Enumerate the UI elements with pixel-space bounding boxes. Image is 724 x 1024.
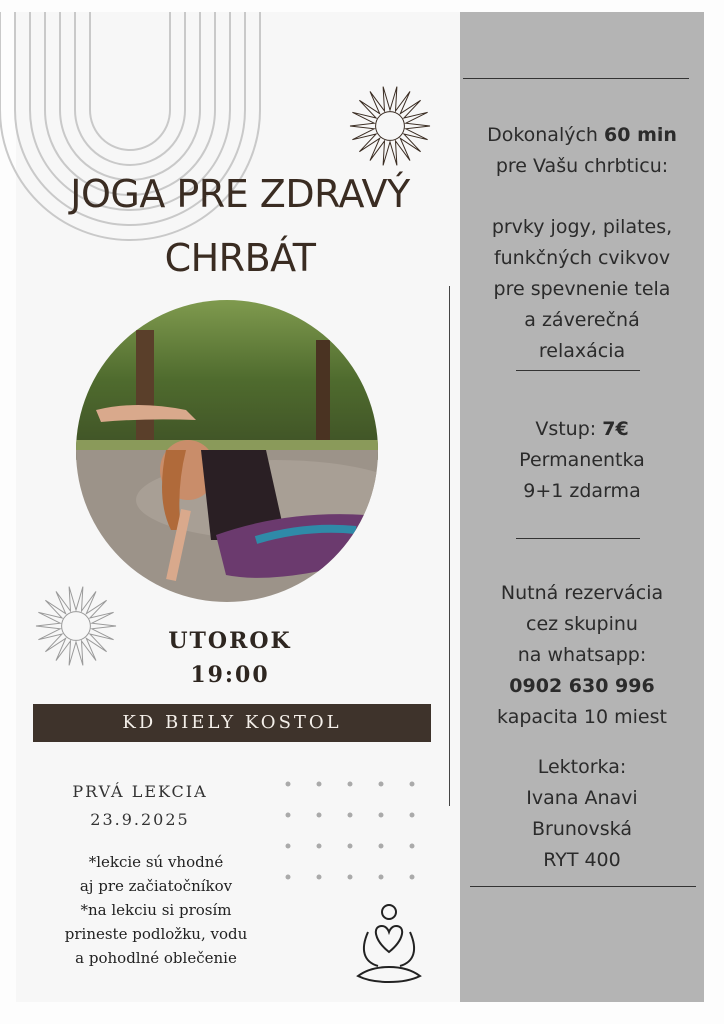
panel-rule bbox=[516, 538, 640, 539]
dot-grid-decoration bbox=[284, 780, 424, 880]
note-line: a pohodlné oblečenie bbox=[75, 949, 237, 967]
intro-prefix: Dokonalých bbox=[487, 124, 605, 146]
intro-line-1 bbox=[462, 120, 702, 151]
sunburst-icon bbox=[34, 584, 118, 668]
reservation-block bbox=[462, 578, 702, 733]
first-lesson-label: PRVÁ LEKCIA bbox=[72, 782, 208, 801]
duration-highlight: 60 min bbox=[604, 124, 677, 146]
intro-line-2: pre Vašu chrbticu: bbox=[495, 155, 669, 177]
note-line: prineste podložku, vodu bbox=[64, 925, 248, 943]
lecturer-line: RYT 400 bbox=[543, 849, 621, 871]
sunburst-icon bbox=[348, 84, 432, 168]
panel-rule bbox=[516, 370, 640, 371]
title-line-2: CHRBÁT bbox=[164, 236, 316, 280]
entry-price: 7€ bbox=[602, 418, 629, 440]
capacity-line: kapacita 10 miest bbox=[497, 706, 667, 728]
title-line-1: JOGA PRE ZDRAVÝ bbox=[70, 172, 410, 216]
content-line: prvky jogy, pilates, bbox=[491, 216, 673, 238]
lecturer-line: Ivana Anavi bbox=[526, 787, 638, 809]
time-label: 19:00 bbox=[190, 662, 270, 688]
phone-number: 0902 630 996 bbox=[509, 675, 655, 697]
content-line: relaxácia bbox=[538, 340, 626, 362]
divider-line bbox=[449, 286, 450, 806]
content-line: a záverečná bbox=[524, 309, 640, 331]
content-list bbox=[462, 212, 702, 367]
note-line: *lekcie sú vhodné bbox=[88, 853, 224, 871]
lecturer-line: Brunovská bbox=[531, 818, 632, 840]
venue-banner: KD BIELY KOSTOL bbox=[33, 704, 431, 742]
entry-line bbox=[462, 414, 702, 445]
reservation-line: cez skupinu bbox=[526, 613, 638, 635]
lecturer-block bbox=[462, 752, 702, 876]
reservation-line: Nutná rezervácia bbox=[500, 582, 664, 604]
lecturer-line: Lektorka: bbox=[537, 756, 627, 778]
day-label: UTOROK bbox=[168, 628, 292, 654]
content-line: pre spevnenie tela bbox=[493, 278, 671, 300]
permanent-line-2: 9+1 zdarma bbox=[523, 480, 641, 502]
entry-label: Vstup: bbox=[535, 418, 603, 440]
panel-rule bbox=[470, 886, 696, 887]
content-line: funkčných cvikvov bbox=[493, 247, 671, 269]
first-lesson-date: 23.9.2025 bbox=[90, 810, 190, 829]
meditation-icon bbox=[354, 902, 424, 986]
permanent-line-1: Permanentka bbox=[519, 449, 645, 471]
panel-rule bbox=[463, 78, 689, 79]
note-line: *na lekciu si prosím bbox=[80, 901, 232, 919]
note-line: aj pre začiatočníkov bbox=[79, 877, 233, 895]
yoga-photo bbox=[76, 300, 378, 602]
reservation-line: na whatsapp: bbox=[517, 644, 647, 666]
notes-block bbox=[36, 850, 276, 970]
